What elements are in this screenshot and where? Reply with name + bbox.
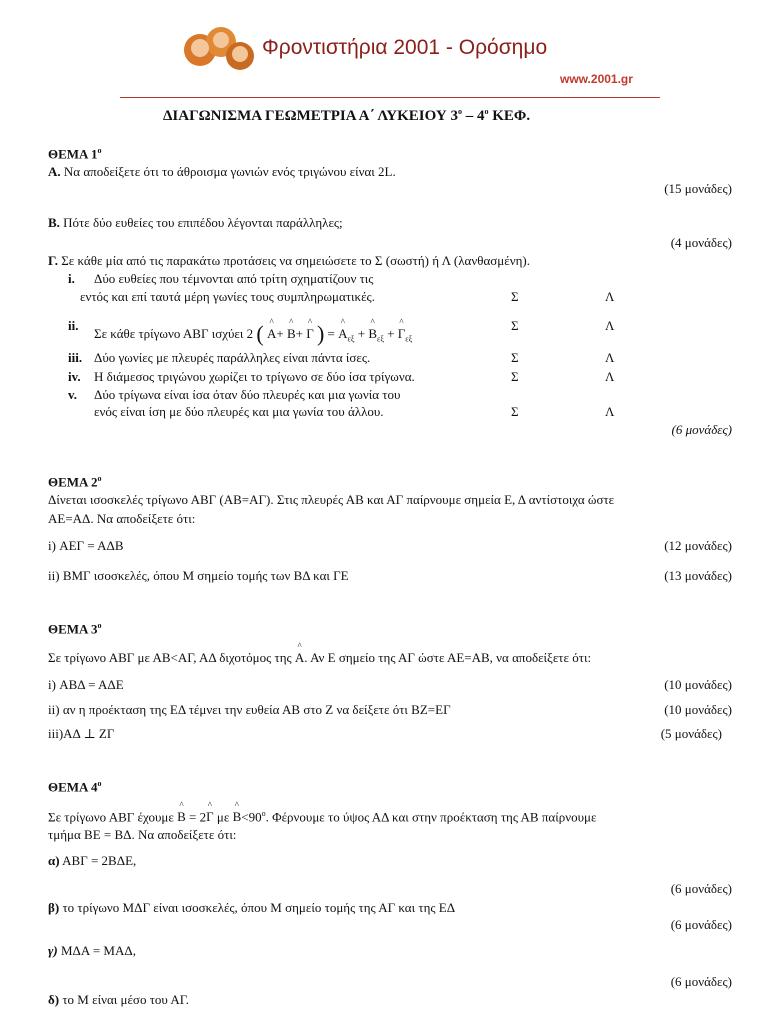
tf-item-number: ii. <box>68 318 79 333</box>
thema2-q2-points: (13 μονάδες) <box>664 568 732 583</box>
tf-item-number: i. <box>68 271 75 286</box>
thema2-intro: Δίνεται ισοσκελές τρίγωνο ΑΒΓ (ΑΒ=ΑΓ). Στις πλευρές ΑΒ και ΑΓ παίρνουμε σημεία Ε, Δ αντίστοιχα ώστε <box>48 492 615 507</box>
brand-name: Φροντιστήρια 2001 - Ορόσημο <box>262 36 548 59</box>
tf-item-number: iv. <box>68 369 81 384</box>
true-option[interactable]: Σ <box>511 350 519 365</box>
tf-item-text: Η διάμεσος τριγώνου χωρίζει το τρίγωνο σε δύο ίσα τρίγωνα. <box>94 369 415 384</box>
thema1-question-c: Γ. Σε κάθε μία από τις παρακάτω προτάσεις να σημειώσετε το Σ (σωστή) ή Λ (λανθασμένη). <box>48 253 530 268</box>
thema4-intro-cont: τμήμα ΒΕ = ΒΔ. Να αποδείξετε ότι: <box>48 827 237 842</box>
thema3-q1-points: (10 μονάδες) <box>664 677 732 692</box>
thema2-q1-points: (12 μονάδες) <box>664 538 732 553</box>
false-option[interactable]: Λ <box>605 369 615 384</box>
false-option[interactable]: Λ <box>605 350 615 365</box>
tf-item-text-cont: ενός είναι ίση με δύο πλευρές και μια γωνία του άλλου. <box>94 404 384 419</box>
thema2-intro-cont: ΑΕ=ΑΔ. Να αποδείξετε ότι: <box>48 511 196 526</box>
thema3-q1: i) ΑΒΔ = ΑΔΕ <box>48 677 124 692</box>
thema4-q-b: β) το τρίγωνο ΜΔΓ είναι ισοσκελές, όπου Μ σημείο τομής της ΑΓ και της ΕΔ <box>48 900 456 915</box>
logo <box>180 26 260 74</box>
tf-item-text: Δύο γωνίες με πλευρές παράλληλες είναι πάντα ίσες. <box>94 350 371 365</box>
thema1-heading: ΘΕΜΑ $1^o$ <box>48 146 102 162</box>
true-option[interactable]: Σ <box>511 404 519 419</box>
thema4-intro: Σε τρίγωνο ΑΒΓ έχουμε ^ Β = 2^ Γ με ^ $B<90^o$. Φέρνουμε το ύψος ΑΔ και στην προέκταση της ΑΒ παίρνουμε <box>48 809 596 825</box>
false-option[interactable]: Λ <box>605 289 615 304</box>
thema2-q2: ii) ΒΜΓ ισοσκελές, όπου Μ σημείο τομής των ΒΔ και ΓΕ <box>48 568 349 583</box>
tf-item-formula: Σε κάθε τρίγωνο ΑΒΓ ισχύει 2 ( ^ Α+ ^ Β+ ^ Γ ) = ^ $A_{\varepsilon\xi}$ + ^ $B_{\varepsilon\xi}$ + ^ $\Gamma_{\varepsilon\xi}$ <box>94 318 412 344</box>
thema4-a-points: (6 μονάδες) <box>670 881 732 896</box>
false-option[interactable]: Λ <box>605 318 615 333</box>
thema2-heading: ΘΕΜΑ $2^o$ <box>48 474 102 490</box>
thema1-c-points: (6 μονάδες) <box>671 422 732 437</box>
false-option[interactable]: Λ <box>605 404 615 419</box>
thema1-question-a: Α. Να αποδείξετε ότι το άθροισμα γωνιών ενός τριγώνου είναι 2L. <box>48 164 396 179</box>
thema2-q1: i) ΑΕΓ = ΑΔΒ <box>48 538 124 553</box>
thema4-q-a: α) ΑΒΓ = 2ΒΔΕ, <box>48 853 137 868</box>
thema1-b-points: (4 μονάδες) <box>670 235 732 250</box>
thema4-q-d: δ) το Μ είναι μέσο του ΑΓ. <box>48 992 189 1007</box>
tf-item-number: v. <box>68 387 78 402</box>
thema4-heading: ΘΕΜΑ $4^o$ <box>48 779 102 795</box>
true-option[interactable]: Σ <box>511 369 519 384</box>
thema3-intro: Σε τρίγωνο ΑΒΓ με ΑΒ<ΑΓ, ΑΔ διχοτόμος της ^ Α. Αν Ε σημείο της ΑΓ ώστε ΑΕ=ΑΒ, να αποδείξετε ότι: <box>48 650 591 666</box>
thema4-q-c: γ) ΜΔΑ = ΜΑΔ, <box>48 943 136 958</box>
thema4-b-points: (6 μονάδες) <box>670 917 732 932</box>
thema1-question-b: Β. Πότε δύο ευθείες του επιπέδου λέγονται παράλληλες; <box>48 215 343 230</box>
thema1-a-points: (15 μονάδες) <box>664 181 732 196</box>
thema3-q3: iii)ΑΔ ⊥ ΖΓ <box>48 726 115 741</box>
thema4-c-points: (6 μονάδες) <box>670 974 732 989</box>
thema3-q2: ii) αν η προέκταση της ΕΔ τέμνει την ευθεία ΑΒ στο Ζ να δείξετε ότι ΒΖ=ΕΓ <box>48 702 451 717</box>
tf-item-text: Δύο ευθείες που τέμνονται από τρίτη σχηματίζουν τις <box>94 271 374 286</box>
tf-item-text-cont: εντός και επί ταυτά μέρη γωνίες τους συμπληρωματικές. <box>80 289 375 304</box>
thema3-q3-points: (5 μονάδες) <box>660 726 722 741</box>
header-divider <box>120 97 660 98</box>
thema3-heading: ΘΕΜΑ $3^o$ <box>48 621 102 637</box>
tf-item-text: Δύο τρίγωνα είναι ίσα όταν δύο πλευρές και μια γωνία του <box>94 387 401 402</box>
page-title: ΔΙΑΓΩΝΙΣΜΑ ΓΕΩΜΕΤΡΙΑ Α΄ ΛΥΚΕΙΟΥ $3^o - 4^o$ ΚΕΦ. <box>163 107 531 124</box>
website-link[interactable]: www.2001.gr <box>560 72 633 86</box>
tf-item-number: iii. <box>68 350 83 365</box>
true-option[interactable]: Σ <box>511 318 519 333</box>
thema3-q2-points: (10 μονάδες) <box>664 702 732 717</box>
true-option[interactable]: Σ <box>511 289 519 304</box>
